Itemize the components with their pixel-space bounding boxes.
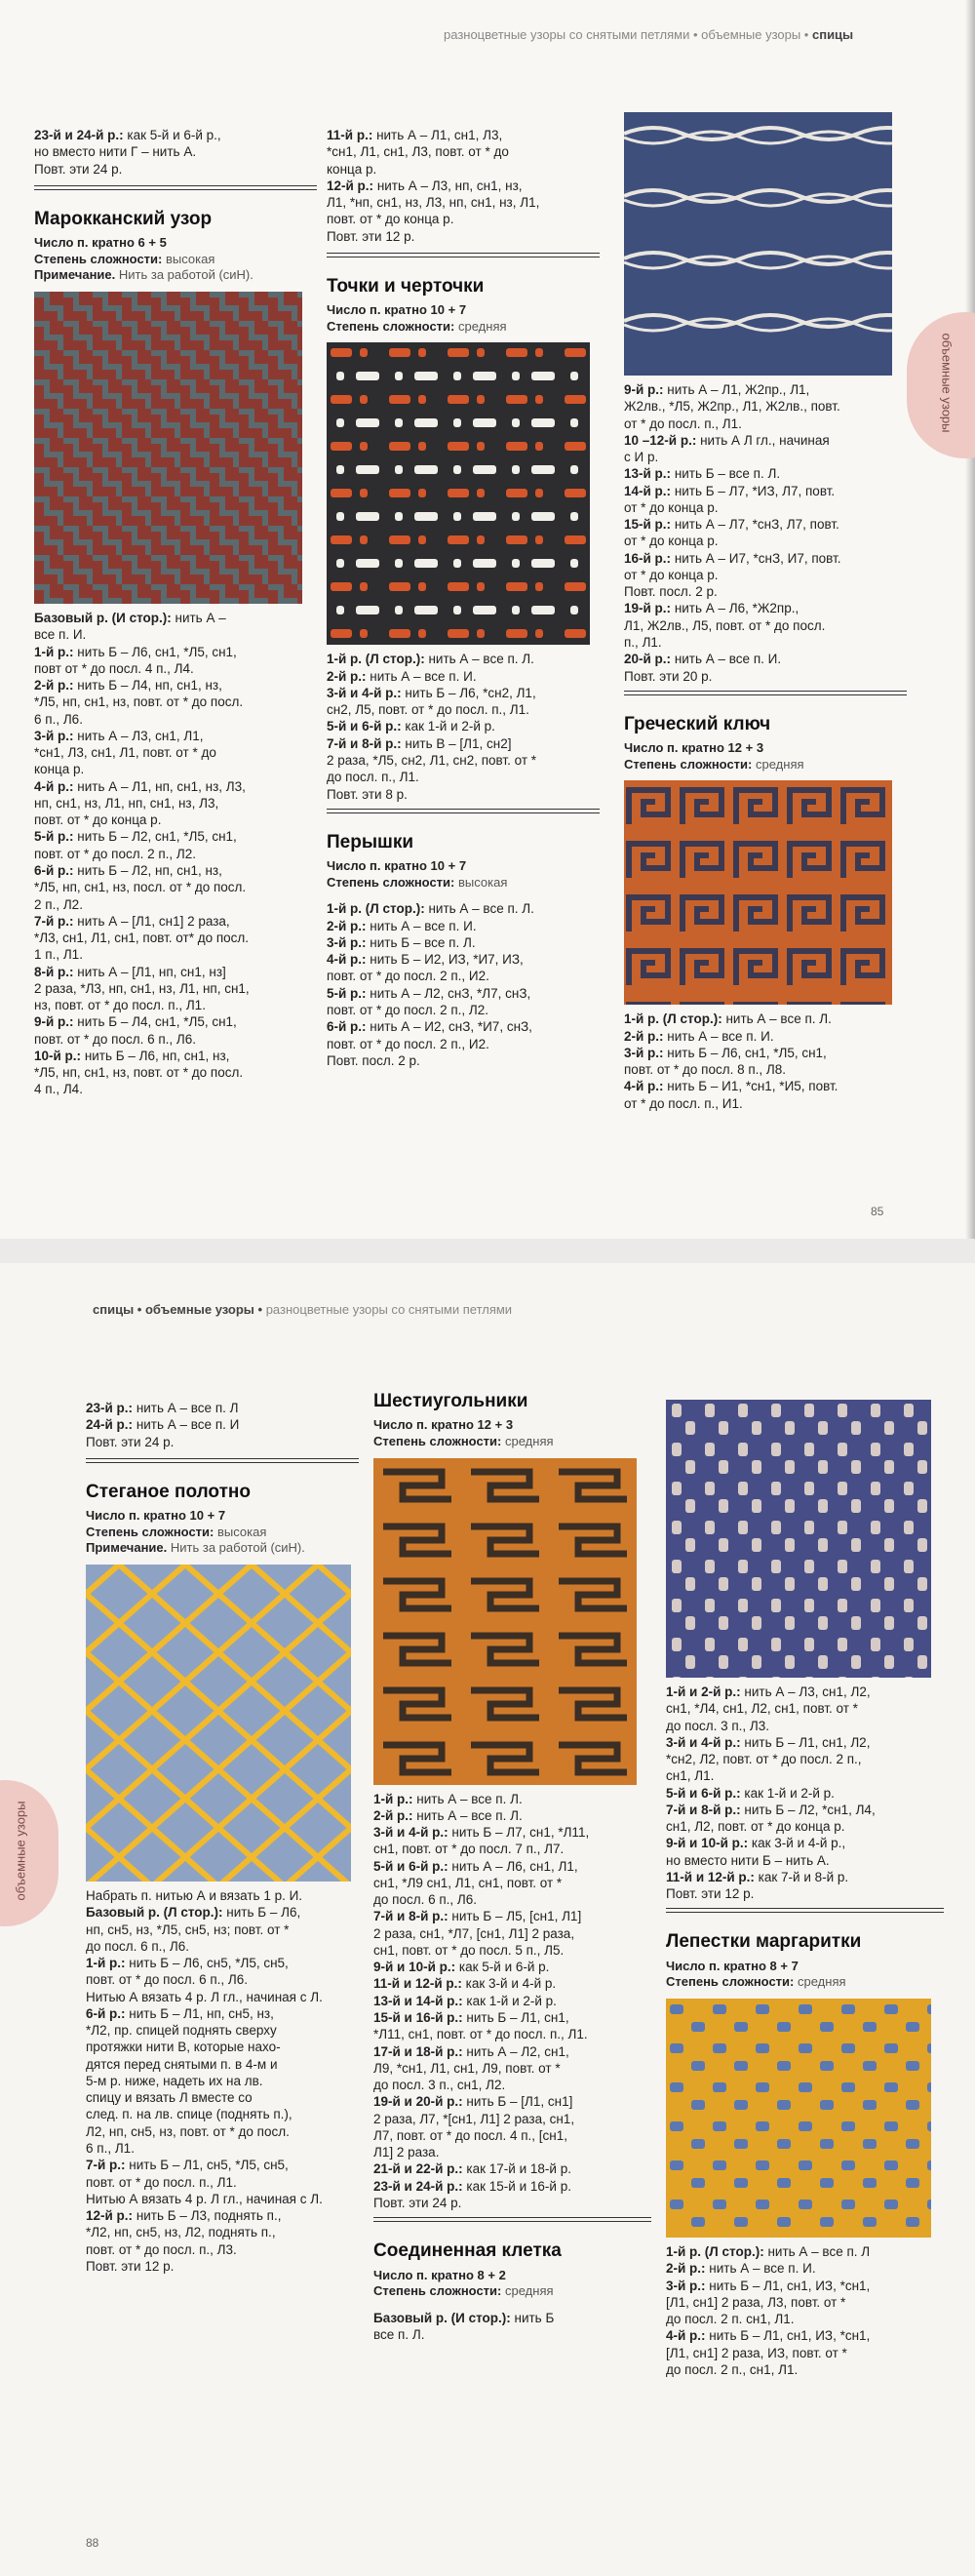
- text-line: Повт. посл. 2 р.: [327, 1052, 420, 1068]
- instructions: [86, 1887, 359, 2275]
- difficulty: Степень сложности: средняя: [373, 1433, 554, 1448]
- pattern-title: Стеганое полотно: [86, 1481, 251, 1502]
- divider: [327, 253, 600, 258]
- text-line: сн1, *Л9 сн1, Л1, сн1, повт. от *: [373, 1875, 563, 1890]
- text-line: 13-й р.: нить Б – все п. Л.: [624, 466, 781, 482]
- text-line: 1-й р.: нить Б – Л6, сн1, *Л5, сн1,: [34, 644, 237, 659]
- text-line: 9-й р.: нить А – Л1, Ж2пр., Л1,: [624, 382, 810, 397]
- text-line: до посл. 3 п., сн1, Л2.: [373, 2078, 506, 2093]
- text-line: [Л1, сн1] 2 раза, Л3, повт. от *: [666, 2294, 846, 2310]
- text-line: 5-й и 6-й р.: нить А – Л6, сн1, Л1,: [373, 1858, 578, 1874]
- text-line: 2-й р.: нить А – все п. И.: [666, 2261, 816, 2277]
- text-line: 2 раза, Л7, *[сн1, Л1] 2 раза, сн1,: [373, 2111, 575, 2126]
- text-line: от * до посл. п., Л1.: [624, 416, 742, 431]
- text-line: Набрать п. нитью А и вязать 1 р. И.: [86, 1887, 303, 1903]
- text-line: Нитью А вязать 4 р. Л гл., начиная с Л.: [86, 1989, 323, 2004]
- text-block: [86, 1400, 359, 1450]
- text-line: 4-й р.: нить Б – Л1, сн1, ИЗ, *сн1,: [666, 2328, 871, 2344]
- difficulty: Степень сложности: средняя: [373, 2283, 554, 2299]
- text-line: конца р.: [327, 161, 377, 177]
- text-block: [327, 127, 600, 245]
- text-line: сн1, повт. от * до посл. 7 п., Л7.: [373, 1842, 565, 1857]
- text-line: [Л1, сн1] 2 раза, ИЗ, повт. от *: [666, 2345, 847, 2360]
- text-line: 11-й и 12-й р.: как 7-й и 8-й р.: [666, 1869, 849, 1884]
- instructions: [666, 1684, 944, 1902]
- text-line: 7-й р.: нить А – [Л1, сн1] 2 раза,: [34, 913, 230, 929]
- instructions: [34, 610, 317, 1098]
- text-line: 14-й р.: нить Б – Л7, *ИЗ, Л7, повт.: [624, 483, 836, 498]
- moroccan-swatch-image: [34, 292, 302, 604]
- stitch-count: Число п. кратно 10 + 7: [86, 1508, 226, 1524]
- difficulty: Степень сложности: средняя: [666, 1974, 846, 1990]
- page-edge-shadow: [965, 0, 975, 1239]
- text-line: Л1, Ж2лв., Л5, повт. от * до посл.: [624, 617, 826, 633]
- note: Примечание. Нить за работой (сиН).: [86, 1540, 305, 1556]
- divider: [86, 1458, 359, 1463]
- divider: [666, 1908, 944, 1913]
- text-line: *Л11, сн1, повт. от * до посл. п., Л1.: [373, 2027, 588, 2042]
- text-line: Повт. эти 20 р.: [624, 668, 713, 684]
- column-1: [86, 1400, 359, 2275]
- pattern-title: Соединенная клетка: [373, 2240, 562, 2262]
- instructions: [373, 2310, 651, 2344]
- text-line: Повт. посл. 2 р.: [624, 584, 718, 600]
- text-line: 3-й и 4-й р.: нить Б – Л6, *сн2, Л1,: [327, 685, 536, 700]
- instructions: [327, 900, 600, 1069]
- text-line: спицу и вязать Л вместе со: [86, 2090, 253, 2106]
- instructions: [327, 651, 600, 802]
- stitch-count: Число п. кратно 12 + 3: [624, 740, 764, 756]
- text-line: 3-й и 4-й р.: нить Б – Л1, сн1, Л2,: [666, 1734, 871, 1750]
- text-line: 5-й и 6-й р.: как 1-й и 2-й р.: [666, 1785, 835, 1801]
- text-line: 4-й р.: нить А – Л1, нп, сн1, нз, Л3,: [34, 778, 246, 794]
- text-line: Повт. эти 24 р.: [86, 1434, 175, 1449]
- text-line: но вместо нити Г – нить А.: [34, 144, 197, 160]
- pattern-title: Лепестки маргаритки: [666, 1931, 862, 1953]
- text-line: 2 раза, сн1, *Л7, [сн1, Л1] 2 раза,: [373, 1925, 575, 1941]
- text-line: повт. от * до посл. п., Л1.: [86, 2174, 237, 2190]
- text-line: повт. от * до конца р.: [34, 812, 162, 828]
- side-tab-label: объемные узоры: [13, 1801, 28, 1901]
- text-line: Нитью А вязать 4 р. Л гл., начиная с Л.: [86, 2191, 323, 2206]
- text-line: до посл. п., Л1.: [327, 770, 419, 785]
- text-line: 2 раза, *Л5, сн2, Л1, сн2, повт. от *: [327, 753, 537, 769]
- text-line: 7-й и 8-й р.: нить Б – Л5, [сн1, Л1]: [373, 1909, 582, 1924]
- difficulty: Степень сложности: средняя: [624, 756, 804, 772]
- text-line: сн1, Л1.: [666, 1768, 715, 1784]
- page-85: [0, 0, 975, 1239]
- text-line: *Л5, нп, сн1, нз, посл. от * до посл.: [34, 880, 247, 895]
- text-line: 1-й р. (Л стор.): нить А – все п. Л.: [327, 901, 534, 917]
- text-line: *Л2, пр. спицей поднять сверху: [86, 2023, 277, 2039]
- text-line: Повт. эти 12 р.: [86, 2258, 175, 2274]
- text-line: сн1, Л2, повт. от * до конца р.: [666, 1819, 845, 1835]
- stitch-count: Число п. кратно 10 + 7: [327, 858, 467, 874]
- text-line: 1 п., Л1.: [34, 947, 83, 963]
- column-3: [624, 112, 907, 1112]
- text-line: 21-й и 22-й р.: как 17-й и 18-й р.: [373, 2161, 571, 2177]
- text-line: 15-й р.: нить А – Л7, *снЗ, Л7, повт.: [624, 517, 839, 533]
- instructions: [373, 1791, 651, 2212]
- text-line: нз, повт. от * до посл. п., Л1.: [34, 998, 206, 1013]
- instructions: [624, 381, 907, 685]
- difficulty: Степень сложности: высокая: [86, 1524, 267, 1539]
- text-line: 3-й р.: нить Б – все п. Л.: [327, 934, 476, 950]
- text-line: 5-й и 6-й р.: как 1-й и 2-й р.: [327, 719, 495, 734]
- text-line: 11-й и 12-й р.: как 3-й и 4-й р.: [373, 1976, 557, 1992]
- text-line: 6-й р.: нить А – И2, снЗ, *И7, снЗ,: [327, 1019, 532, 1035]
- column-1: [34, 127, 317, 1098]
- text-line: 2-й р.: нить А – все п. И.: [624, 1028, 774, 1044]
- text-line: нп, сн1, нз, Л1, нп, сн1, нз, Л3,: [34, 795, 219, 811]
- pattern-title: Перышки: [327, 831, 414, 852]
- text-line: от * до конца р.: [624, 534, 719, 549]
- text-line: повт. от * до посл. 8 п., Л8.: [624, 1062, 787, 1078]
- text-line: Л7, повт. от * до посл. 4 п., [сн1,: [373, 2127, 568, 2143]
- text-line: до посл. 6 п., Л6.: [373, 1892, 478, 1908]
- text-line: 2 п., Л2.: [34, 896, 83, 912]
- page-number: 88: [86, 2536, 99, 2550]
- greek-key-swatch-image: [624, 780, 892, 1005]
- text-line: 6 п., Л6.: [34, 711, 83, 727]
- quilted-swatch-image: [86, 1565, 351, 1882]
- stitch-count: Число п. кратно 8 + 7: [666, 1958, 799, 1973]
- text-line: 8-й р.: нить А – [Л1, нп, сн1, нз]: [34, 964, 226, 979]
- text-line: Повт. эти 24 р.: [34, 161, 123, 177]
- text-line: 4 п., Л4.: [34, 1082, 83, 1097]
- text-line: Л9, *сн1, Л1, сн1, Л9, повт. от *: [373, 2060, 561, 2076]
- text-line: сн1, *Л4, сн1, Л2, сн1, повт. от *: [666, 1701, 858, 1717]
- text-line: до посл. 3 п., Л3.: [666, 1718, 770, 1733]
- text-line: 2-й р.: нить А – все п. И.: [327, 668, 477, 684]
- text-line: 1-й р.: нить Б – Л6, сн5, *Л5, сн5,: [86, 1956, 289, 1971]
- text-line: 4-й р.: нить Б – И2, ИЗ, *И7, ИЗ,: [327, 952, 524, 968]
- text-line: 9-й р.: нить Б – Л4, сн1, *Л5, сн1,: [34, 1014, 237, 1030]
- dots-dashes-swatch-image: [327, 342, 590, 645]
- text-line: 13-й и 14-й р.: как 1-й и 2-й р.: [373, 1993, 557, 2008]
- stitch-count: Число п. кратно 6 + 5: [34, 235, 167, 251]
- text-line: нп, сн5, нз, *Л5, сн5, нз; повт. от *: [86, 1922, 290, 1937]
- page-gap: [0, 1239, 975, 1263]
- text-line: Ж2лв., *Л5, Ж2пр., Л1, Ж2лв., повт.: [624, 399, 840, 415]
- text-line: Повт. эти 12 р.: [666, 1886, 755, 1902]
- text-line: 9-й и 10-й р.: как 3-й и 4-й р.,: [666, 1836, 846, 1851]
- text-line: все п. И.: [34, 627, 87, 643]
- text-line: 12-й р.: нить А – Л3, нп, сн1, нз,: [327, 178, 523, 193]
- running-header: разноцветные узоры со снятыми петлями • объемные узоры • спицы: [444, 27, 854, 42]
- text-line: 10 –12-й р.: нить А Л гл., начиная: [624, 432, 830, 448]
- text-block: [34, 127, 317, 178]
- column-2: [373, 1390, 651, 2343]
- stitch-count: Число п. кратно 10 + 7: [327, 302, 467, 318]
- text-line: 23-й и 24-й р.: как 15-й и 16-й р.: [373, 2178, 571, 2194]
- text-line: до посл. 6 п., Л6.: [86, 1938, 190, 1954]
- divider: [327, 809, 600, 813]
- text-line: повт. от * до посл. 2 п., Л2.: [34, 846, 197, 861]
- text-line: но вместо нити Б – нить А.: [666, 1852, 830, 1868]
- text-line: 7-й и 8-й р.: нить В – [Л1, сн2]: [327, 735, 512, 751]
- text-line: 5-й р.: нить А – Л2, снЗ, *Л7, снЗ,: [327, 985, 531, 1001]
- text-line: 5-й р.: нить Б – Л2, сн1, *Л5, сн1,: [34, 829, 237, 845]
- text-line: повт. от * до посл. 2 п., И2.: [327, 1036, 489, 1051]
- text-line: 12-й р.: нить Б – Л3, поднять п.,: [86, 2208, 282, 2224]
- text-line: повт от * до посл. 4 п., Л4.: [34, 660, 194, 676]
- page-88: [0, 1263, 975, 2576]
- text-line: Л1] 2 раза.: [373, 2145, 440, 2160]
- difficulty: Степень сложности: высокая: [327, 874, 508, 890]
- text-line: 1-й р. (Л стор.): нить А – все п. Л.: [327, 652, 534, 667]
- divider: [624, 691, 907, 695]
- text-line: 23-й р.: нить А – все п. Л: [86, 1401, 239, 1415]
- side-tab: [0, 1780, 58, 1926]
- text-line: п., Л1.: [624, 634, 662, 650]
- instructions: [666, 2243, 944, 2378]
- text-line: 10-й р.: нить Б – Л6, нп, сн1, нз,: [34, 1048, 230, 1063]
- text-line: 1-й р. (Л стор.): нить А – все п. Л: [666, 2244, 871, 2260]
- text-line: *сн1, Л3, сн1, Л1, повт. от * до: [34, 745, 216, 761]
- divider: [34, 185, 317, 190]
- page-number: 85: [871, 1205, 884, 1218]
- text-line: от * до конца р.: [624, 567, 719, 582]
- side-tab-label: объемные узоры: [939, 333, 955, 433]
- text-line: конца р.: [34, 762, 85, 777]
- divider: [373, 2217, 651, 2222]
- text-line: 23-й и 24-й р.: как 5-й и 6-й р.,: [34, 128, 221, 142]
- text-line: 2-й р.: нить А – все п. Л.: [373, 1807, 523, 1823]
- text-line: 2 раза, *Л3, нп, сн1, нз, Л1, нп, сн1,: [34, 980, 250, 996]
- text-line: 1-й и 2-й р.: нить А – Л3, сн1, Л2,: [666, 1684, 871, 1699]
- daisy-swatch-image: [666, 1999, 931, 2238]
- text-line: Базовый р. (И стор.): нить Б: [373, 2310, 555, 2325]
- text-line: *Л3, сн1, Л1, сн1, повт. от* до посл.: [34, 931, 250, 946]
- column-2: [327, 127, 600, 1069]
- text-line: Повт. эти 24 р.: [373, 2195, 462, 2210]
- text-line: 6-й р.: нить Б – Л1, нп, сн5, нз,: [86, 2005, 274, 2021]
- side-tab: [907, 312, 975, 458]
- text-line: от * до конца р.: [624, 499, 719, 515]
- text-line: Базовый р. (И стор.): нить А –: [34, 610, 226, 625]
- text-line: 4-й р.: нить Б – И1, *сн1, *И5, повт.: [624, 1079, 838, 1094]
- text-line: повт. от * до посл. 6 п., Л6.: [86, 1972, 249, 1988]
- text-line: 11-й р.: нить А – Л1, сн1, Л3,: [327, 128, 503, 142]
- joined-check-swatch-image: [666, 1400, 931, 1678]
- text-line: 15-й и 16-й р.: нить Б – Л1, сн1,: [373, 2010, 569, 2026]
- text-line: 7-й и 8-й р.: нить Б – Л2, *сн1, Л4,: [666, 1802, 876, 1817]
- text-line: 3-й и 4-й р.: нить Б – Л7, сн1, *Л11,: [373, 1825, 590, 1841]
- text-line: повт. от * до посл. 2 п., И2.: [327, 969, 489, 984]
- text-line: до посл. 2 п., сн1, Л1.: [666, 2361, 799, 2377]
- running-header: спицы • объемные узоры • разноцветные узоры со снятыми петлями: [93, 1302, 513, 1317]
- text-line: 2-й р.: нить А – все п. И.: [327, 918, 477, 933]
- text-line: 24-й р.: нить А – все п. И: [86, 1417, 240, 1433]
- text-line: *Л5, нп, сн1, нз, повт. от * до посл.: [34, 694, 244, 710]
- text-line: сн1, повт. от * до посл. 5 п., Л5.: [373, 1942, 565, 1958]
- text-line: след. п. на лв. спице (поднять п.),: [86, 2107, 292, 2122]
- text-line: 1-й р.: нить А – все п. Л.: [373, 1791, 523, 1806]
- text-line: с И р.: [624, 450, 659, 465]
- text-line: Л1, *нп, сн1, нз, Л3, нп, сн1, нз, Л1,: [327, 195, 540, 211]
- instructions: [624, 1011, 907, 1112]
- text-line: *Л5, нп, сн1, нз, повт. от * до посл.: [34, 1065, 244, 1081]
- text-line: Повт. эти 8 р.: [327, 786, 408, 802]
- text-line: 19-й и 20-й р.: нить Б – [Л1, сн1]: [373, 2094, 573, 2110]
- text-line: *сн2, Л2, повт. от * до посл. 2 п.,: [666, 1752, 862, 1767]
- text-line: 20-й р.: нить А – все п. И.: [624, 652, 782, 667]
- pattern-title: Марокканский узор: [34, 208, 213, 229]
- difficulty: Степень сложности: средняя: [327, 318, 507, 334]
- pattern-title: Греческий ключ: [624, 713, 771, 734]
- text-line: от * до посл. п., И1.: [624, 1095, 743, 1111]
- text-line: 1-й р. (Л стор.): нить А – все п. Л.: [624, 1011, 832, 1027]
- text-line: 16-й р.: нить А – И7, *снЗ, И7, повт.: [624, 550, 841, 566]
- pattern-title: Шестиугольники: [373, 1391, 528, 1411]
- text-line: 3-й р.: нить А – Л3, сн1, Л1,: [34, 728, 204, 743]
- text-line: протяжки нити В, которые нахо-: [86, 2040, 281, 2055]
- text-line: 7-й р.: нить Б – Л1, сн5, *Л5, сн5,: [86, 2158, 289, 2173]
- text-line: до посл. 2 п. сн1, Л1.: [666, 2312, 795, 2327]
- text-line: Л2, нп, сн5, нз, повт. от * до посл.: [86, 2123, 290, 2139]
- text-line: 6-й р.: нить Б – Л2, нп, сн1, нз,: [34, 862, 222, 878]
- text-line: *сн1, Л1, сн1, Л3, повт. от * до: [327, 144, 509, 160]
- note: Примечание. Нить за работой (сиН).: [34, 267, 254, 283]
- stitch-count: Число п. кратно 8 + 2: [373, 2267, 506, 2282]
- feathers-swatch-image: [624, 112, 892, 376]
- text-line: 6 п., Л1.: [86, 2140, 135, 2156]
- difficulty: Степень сложности: высокая: [34, 251, 215, 266]
- text-line: 9-й и 10-й р.: как 5-й и 6-й р.: [373, 1960, 550, 1975]
- text-line: 17-й и 18-й р.: нить А – Л2, сн1,: [373, 2043, 569, 2059]
- text-line: Повт. эти 12 р.: [327, 228, 415, 244]
- text-line: повт. от * до посл. 2 п., Л2.: [327, 1002, 489, 1017]
- text-line: 19-й р.: нить А – Л6, *Ж2пр.,: [624, 601, 800, 616]
- pattern-title: Точки и черточки: [327, 275, 485, 297]
- text-line: 3-й р.: нить Б – Л1, сн1, ИЗ, *сн1,: [666, 2278, 871, 2293]
- text-line: сн2, Л5, повт. от * до посл. п., Л1.: [327, 702, 529, 718]
- hexagons-swatch-image: [373, 1458, 637, 1785]
- text-line: повт. от * до конца р.: [327, 212, 454, 227]
- text-line: 3-й р.: нить Б – Л6, сн1, *Л5, сн1,: [624, 1045, 827, 1060]
- column-3: [666, 1400, 944, 2378]
- text-line: все п. Л.: [373, 2327, 425, 2343]
- text-line: повт. от * до посл. п., Л3.: [86, 2241, 237, 2257]
- text-line: *Л2, нп, сн5, нз, Л2, поднять п.,: [86, 2225, 276, 2240]
- text-line: 2-й р.: нить Б – Л4, нп, сн1, нз,: [34, 678, 222, 694]
- text-line: 5-м р. ниже, надеть их на лв.: [86, 2073, 263, 2088]
- text-line: повт. от * до посл. 6 п., Л6.: [34, 1031, 197, 1047]
- stitch-count: Число п. кратно 12 + 3: [373, 1417, 514, 1433]
- text-line: дятся перед снятыми п. в 4-м и: [86, 2056, 278, 2072]
- text-line: Базовый р. (Л стор.): нить Б – Л6,: [86, 1905, 301, 1921]
